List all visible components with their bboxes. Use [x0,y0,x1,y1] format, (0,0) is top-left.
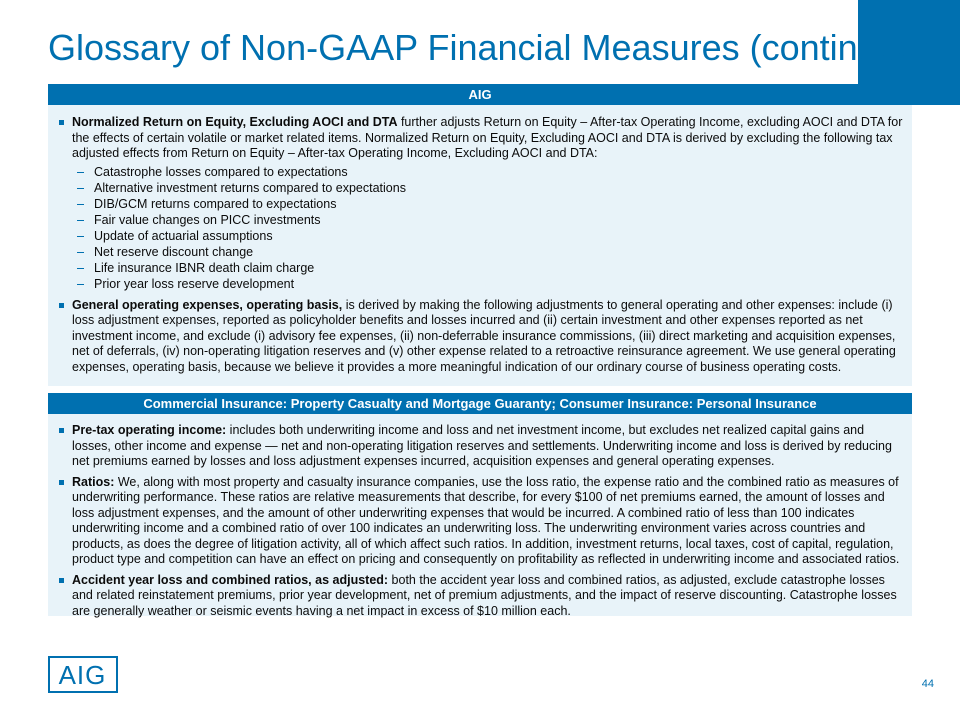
list-item: Fair value changes on PICC investments [72,212,904,228]
glossary-item-general-operating-expenses [56,298,904,376]
glossary-item-pretax-operating-income [56,423,904,470]
commercial-consumer-glossary-section [48,393,912,616]
glossary-term: Pre-tax operating income: [72,423,227,437]
section-header-commercial-consumer: Commercial Insurance: Property Casualty and Mortgage Guaranty; Consumer Insurance: Personal Insurance [48,393,912,414]
glossary-item-normalized-roe [56,115,904,292]
excluded-effects-list [72,164,904,292]
glossary-term: General operating expenses, operating basis, [72,297,343,312]
section-body-aig [48,105,912,386]
aig-logo-mark [50,658,115,690]
glossary-definition: includes both underwriting income and loss and net investment income, but excludes net realized capital gains and losses, other income and expense — net and non-operating litigation reserves and settlements. Underwriting income and loss is derived by reducing net premiums earned by losses and loss adjustment expenses incurred, acquisition expenses and general operating expenses. [72,423,892,468]
page-number: 44 [921,678,934,690]
aig-logo-text: AIG [58,660,107,690]
list-item: Prior year loss reserve development [72,276,904,292]
glossary-definition: further adjusts Return on Equity – After-tax Operating Income, excluding AOCI and DTA for the effects of certain volatile or market related items. Normalized Return on Equity, Excluding AOCI and DTA is derived by excluding the following tax adjusted effects from Return on Equity – After-tax Operating Income, Excluding AOCI and DTA: [72,115,903,160]
section-header-aig: AIG [48,84,912,105]
aig-logo [48,656,118,693]
list-item: Update of actuarial assumptions [72,228,904,244]
list-item: Net reserve discount change [72,244,904,260]
glossary-definition: We, along with most property and casualty insurance companies, use the loss ratio, the expense ratio and the combined ratio as measures of underwriting performance. These ratios are relative measurements that describe, for every $100 of net premiums earned, the amount of losses and loss adjustment expenses, and the amount of other underwriting expenses that would be incurred. A combined ratio of less than 100 indicates underwriting income and a combined ratio of over 100 indicates an underwriting loss. The underwriting environment varies across countries and products, as does the degree of litigation activity, all of which affect such ratios. In addition, investment returns, local taxes, cost of capital, regulation, product type and competition can have an effect on pricing and consequently on profitability as reflected in underwriting income and associated ratios. [72,474,900,566]
glossary-definition: is derived by making the following adjustments to general operating and other expenses: include (i) loss adjustment expenses, reported as policyholder benefits and losses incurred and (ii) certain investment and other expenses reported as net investment income, and exclude (i) advisory fee expenses, (ii) non-deferrable insurance commissions, (iii) direct marketing and acquisition expenses, net of deferrals, (iv) non-operating litigation reserves and (v) other expense related to a retroactive reinsurance agreement. We use general operating expenses, operating basis, because we believe it provides a more meaningful indication of our ordinary course of business operating costs. [72,297,896,374]
glossary-definition: both the accident year loss and combined ratios, as adjusted, exclude catastrophe losses and related reinstatement premiums, prior year development, net of premium adjustments, and the impact of reserve discounting. Catastrophe losses are generally weather or seismic events having a net impact in excess of $10 million each. [72,572,897,618]
list-item: DIB/GCM returns compared to expectations [72,196,904,212]
glossary-item-accident-year-ratios [56,573,904,620]
list-item: Life insurance IBNR death claim charge [72,260,904,276]
glossary-term: Ratios: [72,474,115,489]
page-title: Glossary of Non-GAAP Financial Measures (continued) [48,27,930,68]
list-item: Catastrophe losses compared to expectations [72,164,904,180]
list-item: Alternative investment returns compared to expectations [72,180,904,196]
section-body-commercial-consumer [48,414,912,616]
glossary-item-ratios [56,475,904,568]
glossary-term: Accident year loss and combined ratios, as adjusted: [72,572,389,587]
glossary-term: Normalized Return on Equity, Excluding AOCI and DTA [72,115,398,129]
aig-glossary-section [48,84,912,386]
